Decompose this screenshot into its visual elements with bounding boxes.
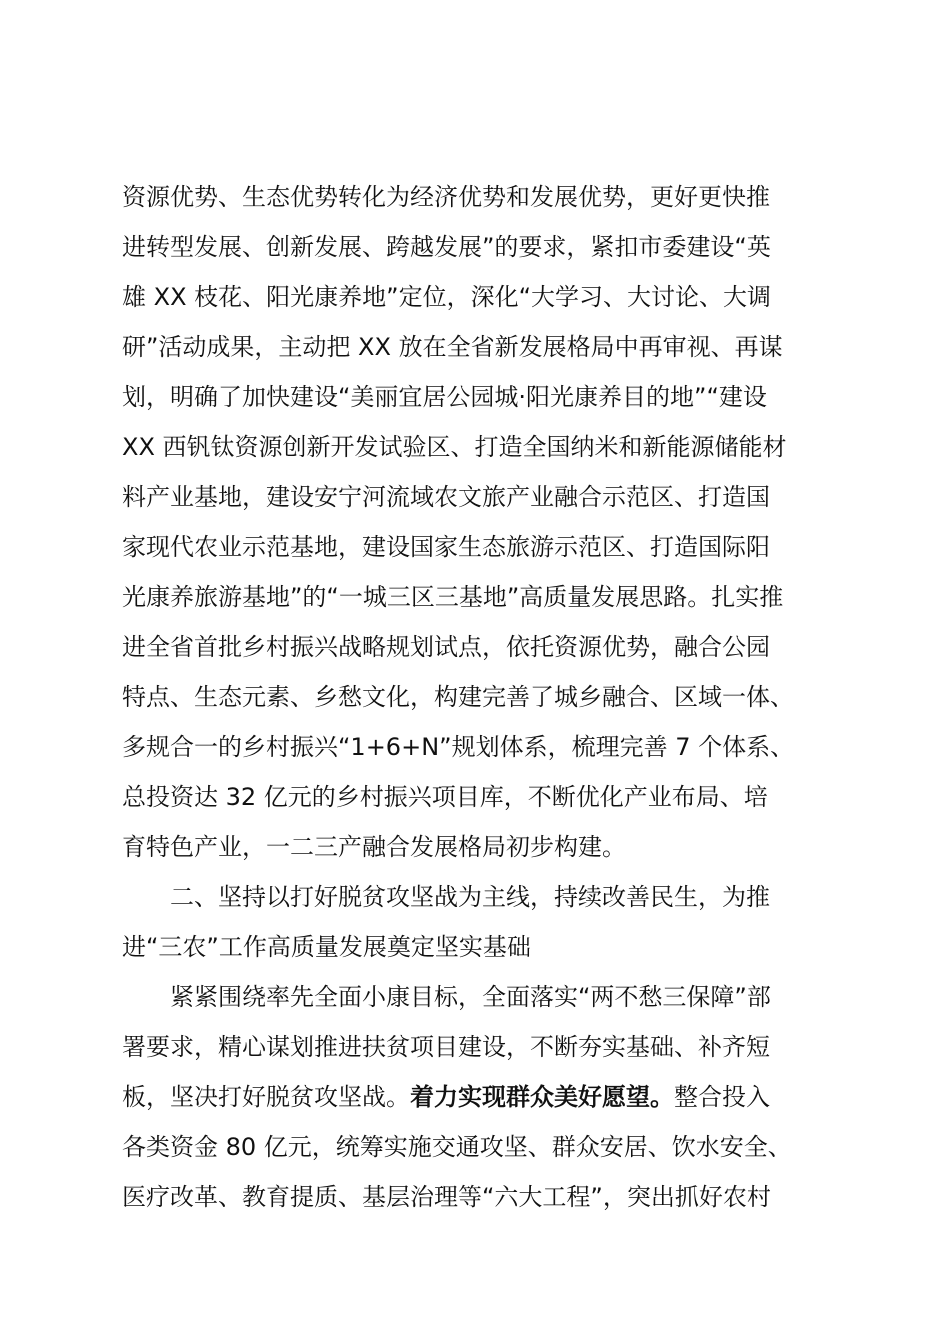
body-line: 料产业基地，建设安宁河流域农文旅产业融合示范区、打造国: [122, 483, 770, 511]
body-line: 进转型发展、创新发展、跨越发展”的要求，紧扣市委建设“英: [122, 233, 771, 261]
body-line: 育特色产业，一二三产融合发展格局初步构建。: [122, 833, 626, 861]
body-line: 多规合一的乡村振兴“1+6+N”规划体系，梳理完善 7 个体系、: [122, 733, 795, 761]
body-line: 署要求，精心谋划推进扶贫项目建设，不断夯实基础、补齐短: [122, 1033, 770, 1061]
body-line: 总投资达 32 亿元的乡村振兴项目库，不断优化产业布局、培: [122, 783, 768, 811]
body-line: 紧紧围绕率先全面小康目标，全面落实“两不愁三保障”部: [170, 983, 771, 1011]
section-heading-line: 进“三农”工作高质量发展奠定坚实基础: [122, 933, 531, 961]
body-line: 医疗改革、教育提质、基层治理等“六大工程”，突出抓好农村: [122, 1183, 771, 1211]
bold-subheading: 着力实现群众美好愿望。: [410, 1083, 674, 1111]
body-line: 特点、生态元素、乡愁文化，构建完善了城乡融合、区域一体、: [122, 683, 794, 711]
body-text: 板，坚决打好脱贫攻坚战。: [122, 1083, 410, 1111]
body-line: 雄 XX 枝花、阳光康养地”定位，深化“大学习、大讨论、大调: [122, 283, 772, 311]
body-line: XX 西钒钛资源创新开发试验区、打造全国纳米和新能源储能材: [122, 433, 787, 461]
body-line: 各类资金 80 亿元，统筹实施交通攻坚、群众安居、饮水安全、: [122, 1133, 792, 1161]
body-line: 划，明确了加快建设“美丽宜居公园城·阳光康养目的地”“建设: [122, 383, 767, 411]
body-line: 光康养旅游基地”的“一城三区三基地”高质量发展思路。扎实推: [122, 583, 784, 611]
section-heading-line: 二、坚持以打好脱贫攻坚战为主线，持续改善民生，为推: [170, 883, 770, 911]
body-line: 资源优势、生态优势转化为经济优势和发展优势，更好更快推: [122, 183, 770, 211]
body-line-mixed: [122, 1077, 770, 1117]
body-line: 家现代农业示范基地，建设国家生态旅游示范区、打造国际阳: [122, 533, 770, 561]
body-line: 研”活动成果，主动把 XX 放在全省新发展格局中再审视、再谋: [122, 333, 783, 361]
body-line: 进全省首批乡村振兴战略规划试点，依托资源优势，融合公园: [122, 633, 770, 661]
body-text: 整合投入: [674, 1083, 770, 1111]
